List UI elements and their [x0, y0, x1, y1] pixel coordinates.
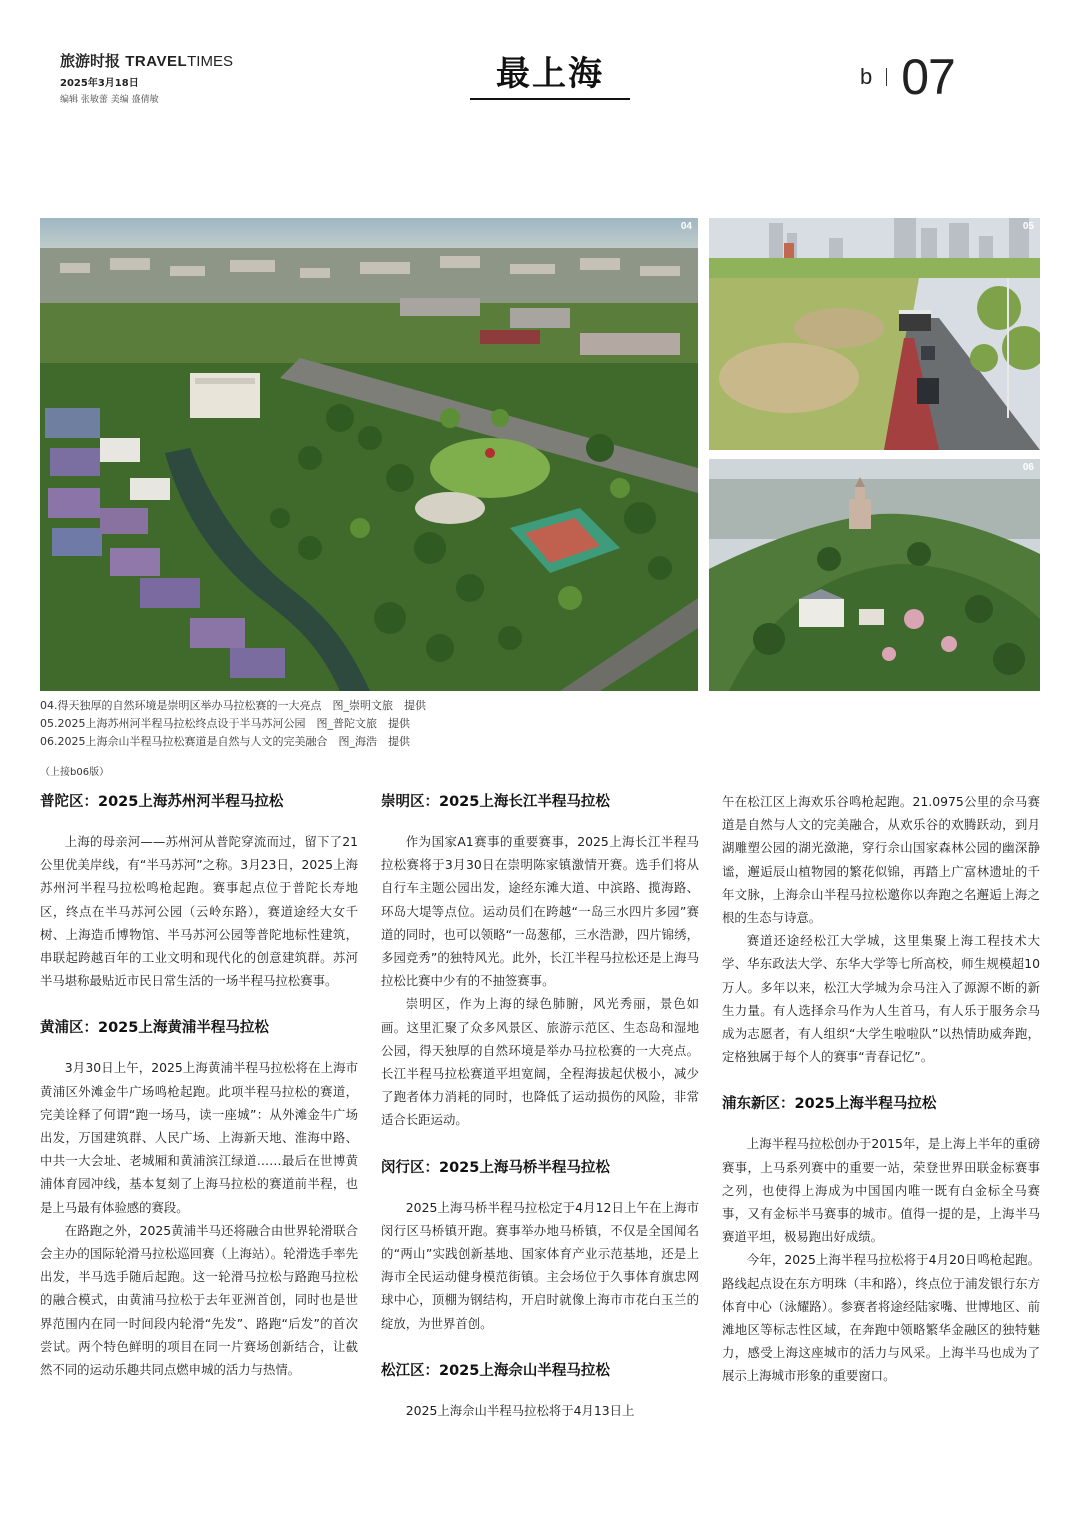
photo-aerial-park — [40, 218, 698, 691]
caption-06: 06.2025上海佘山半程马拉松赛道是自然与人文的完美融合 图_海浩 提供 — [40, 735, 410, 748]
paragraph-chongming-1: 作为国家A1赛事的重要赛事，2025上海长江半程马拉松赛将于3月30日在崇明陈家镇激情开赛。选手们将从自行车主题公园出发，途经东滩大道、中滨路、揽海路、环岛大堤等点位。运动员们在跨越“一岛三水四片多园”赛道的同时，也可以领略“一岛葱郁，三水浩渺，四片锦绣，多园竞秀”的独特风光。此外，长江半程马拉松还是上海马拉松比赛中少有的不抽签赛事。 — [381, 834, 699, 989]
riverside-road-illustration — [709, 218, 1040, 450]
newspaper-brand — [60, 50, 280, 71]
photo-06-tag: 06 — [1022, 462, 1034, 473]
heading-chongming: 崇明区：2025上海长江半程马拉松 — [381, 794, 610, 810]
paragraph-pudong-2: 今年，2025上海半程马拉松将于4月20日鸣枪起跑。路线起点设在东方明珠（丰和路），终点位于浦发银行东方体育中心（泳耀路）。参赛者将途经陆家嘴、世博地区、前滩地区等标志性区域，在奔跑中领略繁华金融区的独特魅力，感受上海这座城市的活力与风采。上海半马也成为了展示上海城市形象的重要窗口。 — [722, 1252, 1040, 1384]
photo-05-tag: 05 — [1022, 221, 1034, 232]
paragraph-chongming-2: 崇明区，作为上海的绿色肺腑，风光秀丽，景色如画。这里汇聚了众多风景区、旅游示范区、生态岛和湿地公园，得天独厚的自然环境是举办马拉松赛的一大亮点。长江半程马拉松赛道平坦宽阔，全程海拔起伏极小，减少了跑者体力消耗的同时，也降低了运动损伤的风险，非常适合长距运动。 — [381, 996, 699, 1128]
heading-huangpu: 黄浦区：2025上海黄浦半程马拉松 — [40, 1020, 269, 1037]
page-number-block — [860, 48, 955, 106]
section-title: 最上海 — [496, 54, 604, 94]
heading-putuo: 普陀区：2025上海苏州河半程马拉松 — [40, 794, 284, 810]
heading-songjiang: 松江区：2025上海佘山半程马拉松 — [381, 1362, 610, 1379]
editors-credit: 编辑 张敏蕾 美编 盛倩敏 — [60, 95, 159, 105]
paragraph-huangpu-2: 在路跑之外，2025黄浦半马还将融合由世界轮滑联合会主办的国际轮滑马拉松巡回赛（上海站）。轮滑选手率先出发，半马选手随后起跑。这一轮滑马拉松与路跑马拉松的融合模式，由黄浦马拉松于去年亚洲首创，同时也是世界范围内在同一时间段内轮滑“先发”、路跑“后发”的首次尝试。两个特色鲜明的项目在同一片赛场创新结合，让截然不同的运动乐趣共同点燃申城的活力与热情。 — [40, 1222, 358, 1378]
masthead — [60, 50, 280, 105]
photo-captions — [40, 697, 700, 751]
text-column-3 — [722, 790, 1040, 1388]
heading-pudong: 浦东新区：2025上海半程马拉松 — [722, 1096, 937, 1113]
page-number-divider — [886, 68, 887, 86]
text-column-1 — [40, 790, 358, 1381]
photo-04-tag: 04 — [680, 221, 692, 232]
paragraph-huangpu-1: 3月30日上午，2025上海黄浦半程马拉松将在上海市黄浦区外滩金牛广场鸣枪起跑。此项半程马拉松的赛道，完美诠释了何谓“跑一场马，读一座城”：从外滩金牛广场出发，万国建筑群、人民广场、上海新天地、淮海中路、中共一大会址、老城厢和黄浦滨江绿道……最后在世博黄浦体育园冲线，基本复刻了上海马拉松的赛道前半程，也是上马最有体验感的赛段。 — [40, 1060, 358, 1215]
photo-riverside-road — [709, 218, 1040, 450]
paragraph-songjiang-1: 2025上海佘山半程马拉松将于4月13日上 — [405, 1402, 635, 1418]
sheshan-hill-illustration — [709, 459, 1040, 691]
caption-05: 05.2025上海苏州河半程马拉松终点设于半马苏河公园 图_普陀文旅 提供 — [40, 717, 410, 730]
paragraph-songjiang-1-cont: 午在松江区上海欢乐谷鸣枪起跑。21.0975公里的佘马赛道是自然与人文的完美融合，从欢乐谷的欢腾跃动，到月湖雕塑公园的湖光潋滟，穿行佘山国家森林公园的幽深静谧，邂逅辰山植物园的繁花似锦，再踏上广富林遗址的千年文脉，上海佘山半程马拉松邀你以奔跑之名邂逅上海之根的生态与诗意。 — [722, 794, 1040, 926]
publication-date: 2025年3月18日 — [60, 78, 139, 89]
page-number: 07 — [901, 49, 955, 105]
paragraph-minhang-1: 2025上海马桥半程马拉松定于4月12日上午在上海市闵行区马桥镇开跑。赛事举办地马桥镇，不仅是全国闻名的“两山”实践创新基地、国家体育产业示范基地，还是上海市全民运动健身模范街镇。主会场位于久事体育旗忠网球中心，顶棚为钢结构，开启时就像上海市市花白玉兰的绽放，为世界首创。 — [381, 1199, 699, 1331]
section-title-underline — [470, 98, 630, 100]
paragraph-pudong-1: 上海半程马拉松创办于2015年，是上海上半年的重磅赛事，上马系列赛中的重要一站，荣登世界田联金标赛事之列，也使得上海成为中国国内唯一既有白金标全马赛事，又有金标半马赛事的城市。值得一提的是，上海半马赛道平坦，极易跑出好成绩。 — [722, 1136, 1040, 1245]
text-column-2 — [381, 790, 699, 1422]
aerial-park-illustration — [40, 218, 698, 691]
brand-en-light: TIMES — [187, 53, 233, 70]
brand-cn: 旅游时报 — [60, 52, 121, 70]
section-letter: b — [860, 64, 873, 89]
continued-from-note: （上接b06版） — [40, 767, 110, 778]
heading-minhang: 闵行区：2025上海马桥半程马拉松 — [381, 1159, 610, 1176]
paragraph-songjiang-2: 赛道还途经松江大学城，这里集聚上海工程技术大学、华东政法大学、东华大学等七所高校，师生规模超10万人。多年以来，松江大学城为佘马注入了源源不断的新生力量。有人选择佘马作为人生首马，有人乐于服务佘马成为志愿者，有人组织“大学生啦啦队”以热情助威奔跑，定格独属于每个人的赛事“青春记忆”。 — [722, 933, 1040, 1065]
paragraph-putuo-1: 上海的母亲河——苏州河从普陀穿流而过，留下了21公里优美岸线，有“半马苏河”之称。3月23日，2025上海苏州河半程马拉松鸣枪起跑。赛事起点位于普陀长寿地区，终点在半马苏河公园（云岭东路），赛道途经大女千树、上海造币博物馆、半马苏河公园等普陀地标性建筑，串联起跨越百年的工业文明和现代化的创意建筑群。苏河半马堪称最贴近市民日常生活的一场半程马拉松赛事。 — [40, 834, 358, 989]
photo-sheshan-hill — [709, 459, 1040, 691]
caption-04: 04.得天独厚的自然环境是崇明区举办马拉松赛的一大亮点 图_崇明文旅 提供 — [40, 699, 426, 712]
brand-en-bold: TRAVEL — [125, 53, 188, 70]
